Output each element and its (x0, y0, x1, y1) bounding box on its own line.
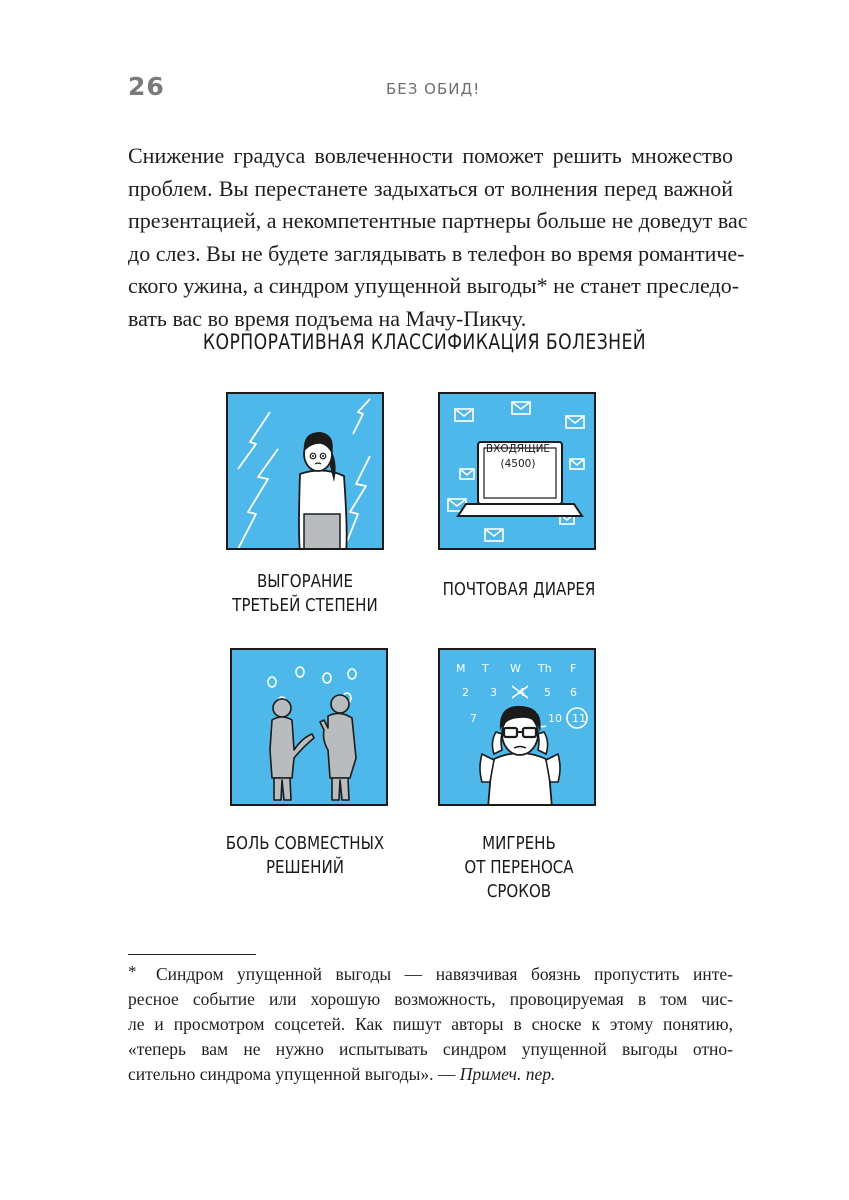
footnote-line: Синдром упущенной выгоды — навязчивая боязнь пропустить инте- (156, 964, 733, 984)
footnote (128, 962, 733, 1087)
footnote-line: ле и просмотром соцсетей. Как пишут авторы в сноске к этому понятию, (128, 1014, 733, 1034)
caption-group-decisions (219, 832, 391, 880)
inbox-title: ВХОДЯЩИЕ (485, 443, 551, 455)
laptop-illustration (440, 394, 596, 550)
calendar-illustration (440, 650, 596, 806)
caption-email (433, 578, 605, 602)
caption-burnout (219, 570, 391, 618)
footnote-divider (128, 954, 256, 955)
calendar-date: 6 (570, 686, 577, 699)
calendar-day-label: F (570, 662, 577, 675)
panel-email (438, 392, 596, 550)
caption-line: ВЫГОРАНИЕ (256, 572, 354, 592)
panel-burnout (226, 392, 384, 550)
caption-migraine (433, 832, 605, 904)
calendar-date: 7 (470, 712, 477, 725)
footnote-line: «теперь вам не нужно испытывать синдром упущенной выгоды отно- (128, 1039, 733, 1059)
calendar-date: 11 (572, 712, 586, 725)
calendar-date: 4 (518, 686, 525, 699)
calendar-day-label: M (456, 662, 466, 675)
caption-line: ПОЧТОВАЯ ДИАРЕЯ (442, 580, 596, 600)
running-title: БЕЗ ОБИД! (386, 80, 481, 98)
body-line: до слез. Вы не будете заглядывать в телефон во время романтиче- (128, 240, 745, 266)
calendar-day-label: Th (538, 662, 552, 675)
calendar-date: 10 (548, 712, 562, 725)
inbox-count: (4500) (500, 458, 536, 470)
body-line: ского ужина, а синдром упущенной выгоды* не станет преследо- (128, 273, 740, 298)
calendar-date: 3 (490, 686, 497, 699)
body-paragraph (128, 140, 748, 335)
page-number: 26 (128, 72, 165, 101)
body-line: презентацией, а некомпетентные партнеры больше не доведут вас (128, 208, 748, 233)
panel-group-decisions (230, 648, 388, 806)
translator-note: Примеч. пер. (459, 1064, 556, 1084)
footnote-line: ресное событие или хорошую возможность, провоцируемая в том чис- (128, 989, 733, 1009)
calendar-day-label: T (482, 662, 489, 675)
caption-line: РЕШЕНИЙ (265, 858, 345, 878)
panel-migraine (438, 648, 596, 806)
footnote-mark: * (128, 962, 137, 981)
caption-line: ОТ ПЕРЕНОСА СРОКОВ (464, 858, 574, 902)
footnote-line (128, 1062, 733, 1087)
two-people-illustration (232, 650, 388, 806)
caption-line: БОЛЬ СОВМЕСТНЫХ (225, 834, 385, 854)
calendar-date: 5 (544, 686, 551, 699)
body-line: проблем. Вы перестанете задыхаться от волнения перед важной (128, 175, 733, 201)
calendar-date: 2 (462, 686, 469, 699)
burnout-illustration (228, 394, 384, 550)
calendar-day-label: W (510, 662, 521, 675)
body-line: вать вас во время подъема на Мачу-Пикчу. (128, 305, 527, 331)
inbox-label (478, 442, 558, 472)
footnote-line-text: сительно синдрома упущенной выгоды». — (128, 1064, 456, 1084)
body-line: Снижение градуса вовлеченности поможет решить множество (128, 143, 733, 168)
caption-line: МИГРЕНЬ (482, 834, 556, 854)
figure-title: КОРПОРАТИВНАЯ КЛАССИФИКАЦИЯ БОЛЕЗНЕЙ (202, 330, 647, 354)
caption-line: ТРЕТЬЕЙ СТЕПЕНИ (232, 596, 378, 616)
